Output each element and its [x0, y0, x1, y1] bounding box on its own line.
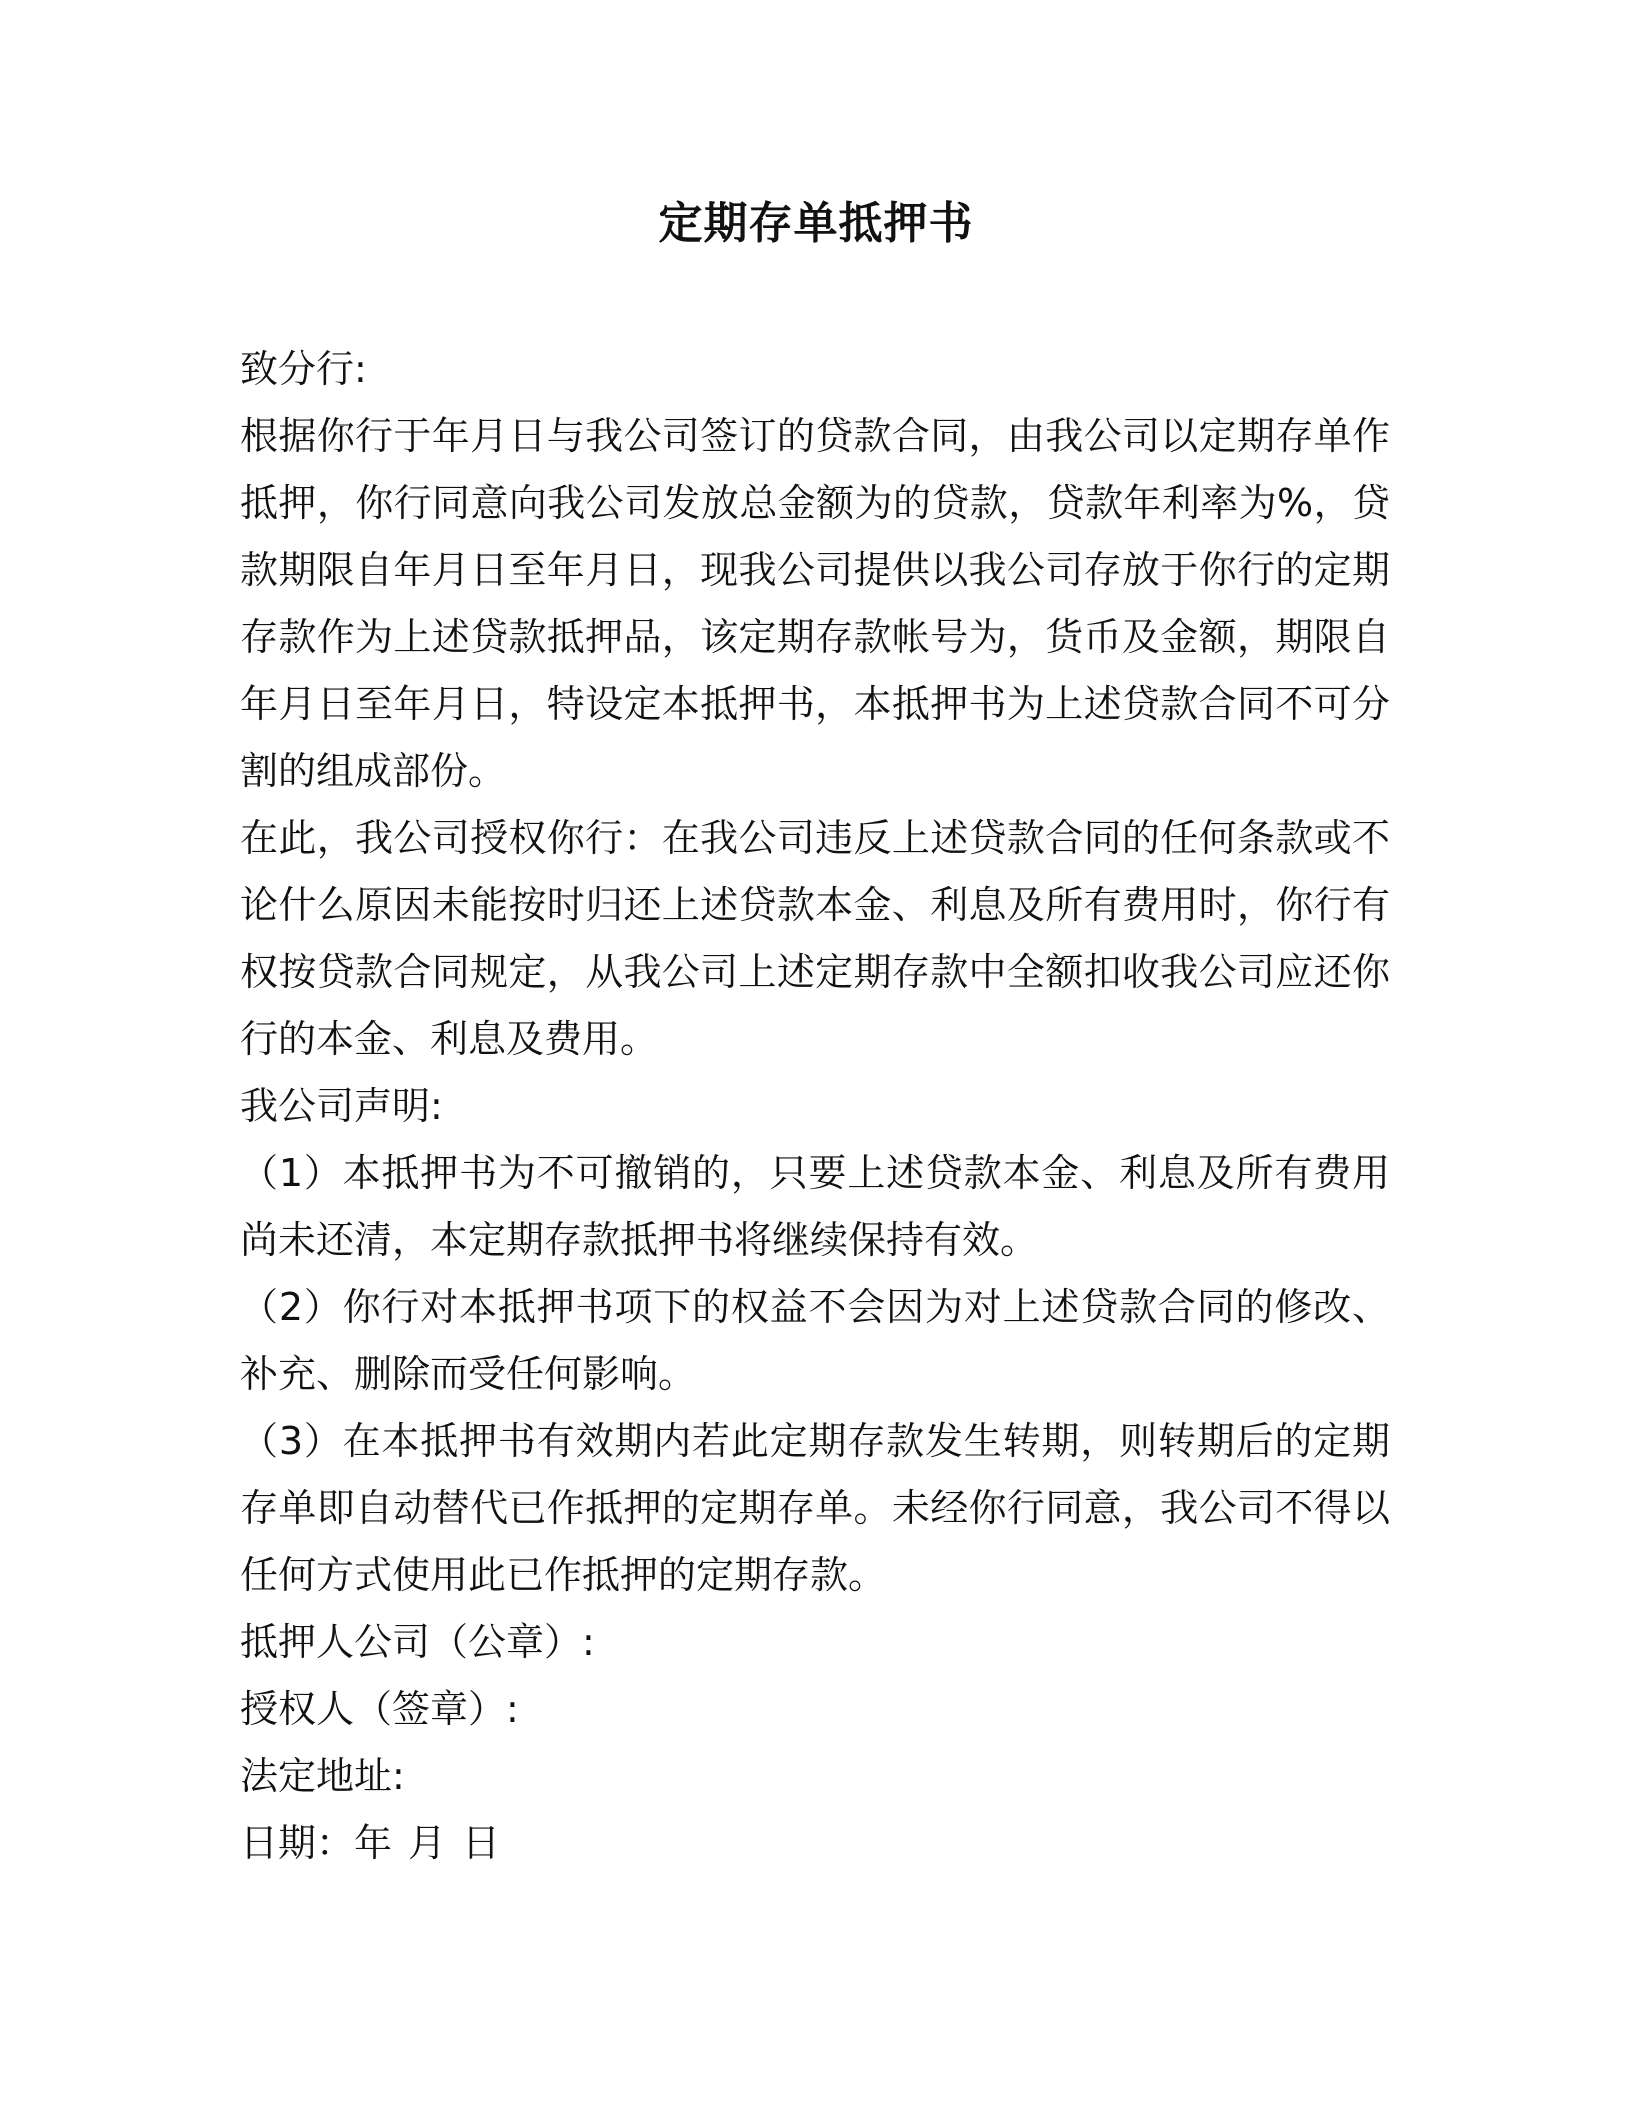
date-year: 年 [354, 1821, 393, 1865]
date-day: 日 [462, 1821, 501, 1865]
declaration-heading: 我公司声明: [240, 1084, 443, 1128]
document-body [240, 336, 1390, 1877]
legal-address-label: 法定地址: [240, 1754, 405, 1798]
clause-3: （3）在本抵押书有效期内若此定期存款发生转期，则转期后的定期存单即自动替代已作抵押的定期存单。未经你行同意，我公司不得以任何方式使用此已作抵押的定期存款。 [240, 1419, 1390, 1597]
authorized-person-label: 授权人（签章）: [240, 1687, 519, 1731]
clause-2: （2）你行对本抵押书项下的权益不会因为对上述贷款合同的修改、补充、删除而受任何影响。 [240, 1285, 1390, 1396]
date-month: 月 [408, 1821, 447, 1865]
paragraph-authorization: 在此，我公司授权你行：在我公司违反上述贷款合同的任何条款或不论什么原因未能按时归还上述贷款本金、利息及所有费用时，你行有权按贷款合同规定，从我公司上述定期存款中全额扣收我公司应还你行的本金、利息及费用。 [240, 816, 1390, 1061]
clause-1: （1）本抵押书为不可撤销的，只要上述贷款本金、利息及所有费用尚未还清，本定期存款抵押书将继续保持有效。 [240, 1151, 1390, 1262]
date-line [240, 1810, 1390, 1877]
paragraph-loan-terms: 根据你行于年月日与我公司签订的贷款合同，由我公司以定期存单作抵押，你行同意向我公司发放总金额为的贷款，贷款年利率为%，贷款期限自年月日至年月日，现我公司提供以我公司存放于你行的定期存款作为上述贷款抵押品，该定期存款帐号为，货币及金额，期限自年月日至年月日，特设定本抵押书，本抵押书为上述贷款合同不可分割的组成部份。 [240, 414, 1390, 793]
salutation: 致分行: [240, 347, 367, 391]
document-title: 定期存单抵押书 [658, 198, 974, 249]
date-label: 日期： [240, 1821, 355, 1865]
mortgagor-seal-label: 抵押人公司（公章）: [240, 1620, 595, 1664]
